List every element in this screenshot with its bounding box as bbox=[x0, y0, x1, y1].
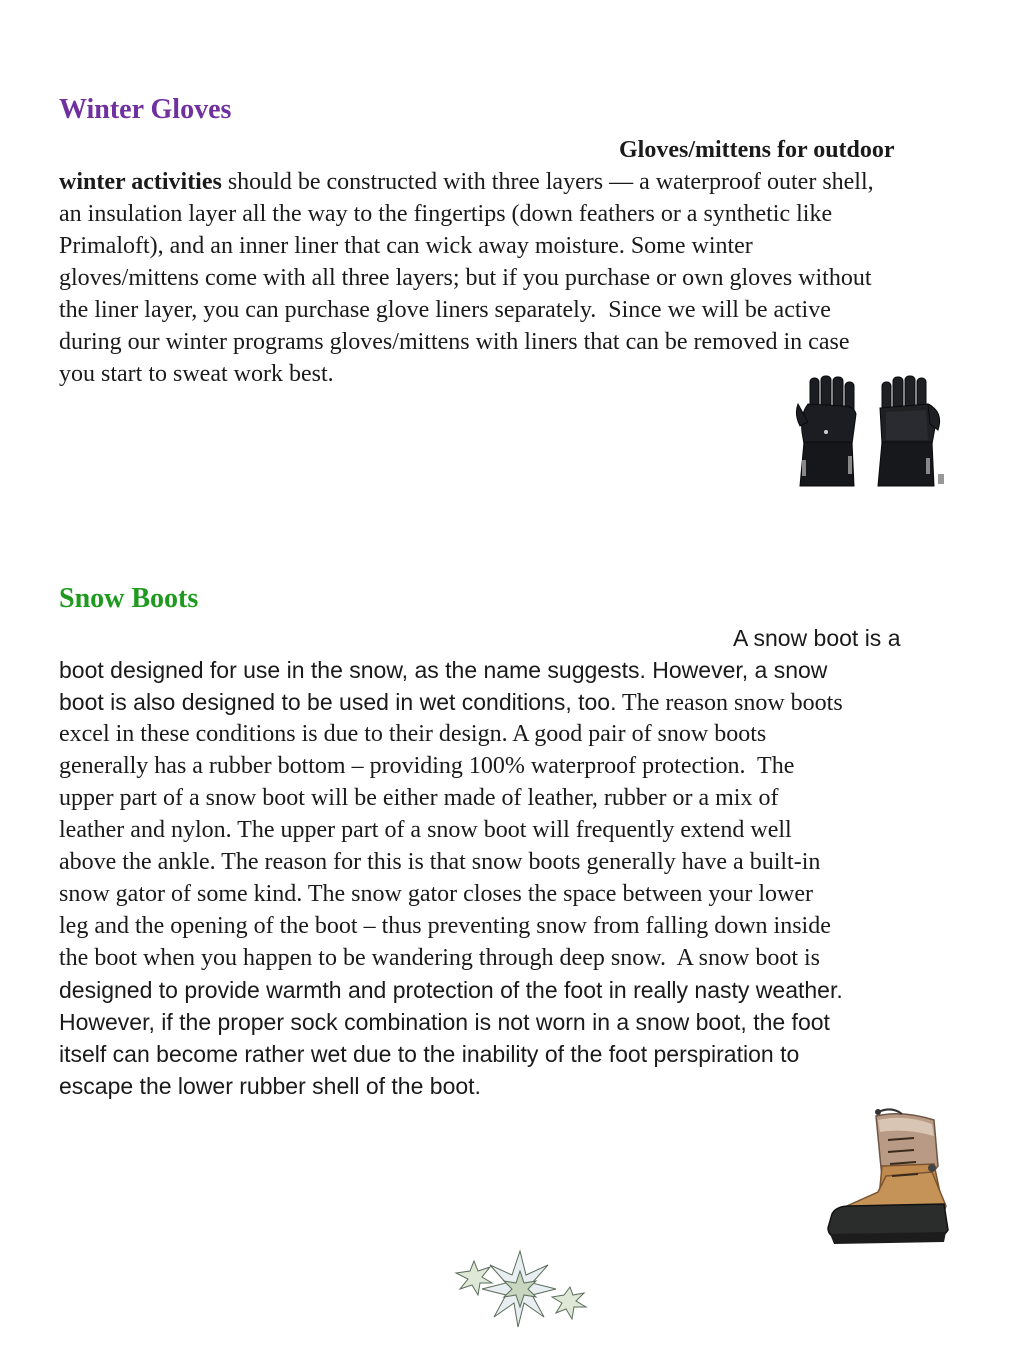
boots-text-line bbox=[59, 687, 843, 718]
gloves-text: should be constructed with three layers — a waterproof outer shell, bbox=[221, 169, 874, 195]
gloves-heading: Winter Gloves bbox=[59, 94, 232, 125]
gloves-text-line: during our winter programs gloves/mittens with liners that can be removed in case bbox=[59, 329, 850, 355]
gloves-text-line: you start to sweat work best. bbox=[59, 361, 334, 387]
boots-text-line: A snow boot is a bbox=[733, 625, 901, 651]
boots-text-line: generally has a rubber bottom – providing 100% waterproof protection. The bbox=[59, 753, 795, 779]
gloves-text-line: the liner layer, you can purchase glove liners separately. Since we will be active bbox=[59, 297, 831, 323]
boots-text: boot is also designed to be used in wet conditions, too. bbox=[59, 689, 617, 715]
boots-text-line: excel in these conditions is due to their design. A good pair of snow boots bbox=[59, 721, 767, 747]
snow-boot-image bbox=[822, 1106, 950, 1248]
boots-text-line: boot designed for use in the snow, as the name suggests. However, a snow bbox=[59, 657, 828, 683]
gloves-text-line bbox=[59, 167, 874, 197]
gloves-bold-lead-cont: winter activities bbox=[59, 169, 222, 195]
boots-text-line: above the ankle. The reason for this is that snow boots generally have a built-in bbox=[59, 849, 821, 875]
boots-text-line: leg and the opening of the boot – thus preventing snow from falling down inside bbox=[59, 913, 831, 939]
gloves-image bbox=[794, 374, 950, 492]
boots-text: The reason snow boots bbox=[616, 690, 843, 716]
snowflake-cluster-icon bbox=[452, 1249, 592, 1329]
boots-text: the boot when you happen to be wandering through deep snow. bbox=[59, 945, 666, 971]
gloves-text-line: Primaloft), and an inner liner that can wick away moisture. Some winter bbox=[59, 233, 753, 259]
boots-text-line: leather and nylon. The upper part of a snow boot will frequently extend well bbox=[59, 817, 792, 843]
boots-text-line: upper part of a snow boot will be either made of leather, rubber or a mix of bbox=[59, 785, 779, 811]
boots-heading: Snow Boots bbox=[59, 583, 199, 614]
boots-text-line: escape the lower rubber shell of the boot. bbox=[59, 1073, 481, 1099]
boots-text-line: snow gator of some kind. The snow gator closes the space between your lower bbox=[59, 881, 814, 907]
gloves-text-line bbox=[619, 135, 895, 165]
gloves-text-line: an insulation layer all the way to the fingertips (down feathers or a synthetic like bbox=[59, 201, 833, 227]
boots-text-line bbox=[59, 943, 820, 973]
boots-text-line: designed to provide warmth and protection of the foot in really nasty weather. bbox=[59, 977, 843, 1003]
boots-text-line: However, if the proper sock combination is not worn in a snow boot, the foot bbox=[59, 1009, 830, 1035]
boots-text-line: itself can become rather wet due to the inability of the foot perspiration to bbox=[59, 1041, 800, 1067]
gloves-text-line: gloves/mittens come with all three layers; but if you purchase or own gloves without bbox=[59, 265, 872, 291]
gloves-bold-lead: Gloves/mittens for outdoor bbox=[619, 137, 895, 163]
boots-text: A snow boot is bbox=[665, 945, 821, 971]
